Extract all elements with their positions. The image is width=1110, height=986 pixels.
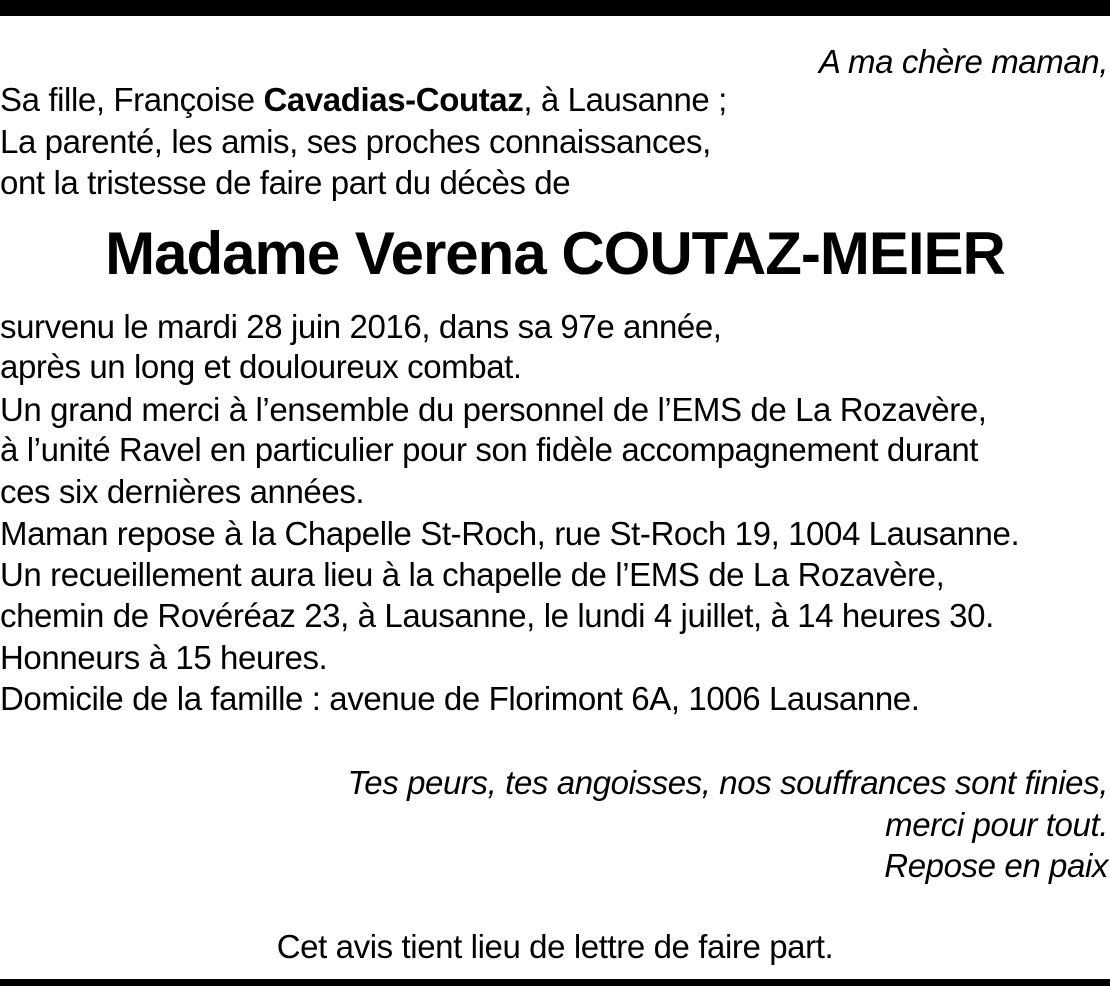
family-surname: Cavadias-Coutaz <box>263 81 524 118</box>
intro-line: ont la tristesse de faire part du décès de <box>0 164 571 201</box>
closing-quote-line: Repose en paix <box>884 847 1108 884</box>
closing-quote-line: merci pour tout. <box>885 806 1108 843</box>
opening-dedication: A ma chère maman, <box>818 43 1108 80</box>
body-line: Domicile de la famille : avenue de Florimont 6A, 1006 Lausanne. <box>0 680 920 717</box>
body-line: Un grand merci à l’ensemble du personnel de l’EMS de La Rozavère, <box>0 391 987 428</box>
body-line: Honneurs à 15 heures. <box>0 639 328 676</box>
deceased-name-heading: Madame Verena COUTAZ-MEIER <box>105 220 1005 287</box>
family-line-prefix: Sa fille, Françoise <box>0 81 264 118</box>
body-line: Un recueillement aura lieu à la chapelle de l’EMS de La Rozavère, <box>0 556 945 593</box>
intro-line: La parenté, les amis, ses proches connaissances, <box>0 123 711 160</box>
body-line: après un long et douloureux combat. <box>0 348 522 385</box>
footer-note: Cet avis tient lieu de lettre de faire part. <box>276 928 834 965</box>
bottom-border-rule <box>0 979 1110 986</box>
body-line: chemin de Rovéréaz 23, à Lausanne, le lundi 4 juillet, à 14 heures 30. <box>0 597 994 634</box>
top-border-rule <box>0 0 1110 16</box>
body-line: survenu le mardi 28 juin 2016, dans sa 97e année, <box>0 308 722 345</box>
body-line: Maman repose à la Chapelle St-Roch, rue St-Roch 19, 1004 Lausanne. <box>0 515 1020 552</box>
family-line <box>0 80 727 120</box>
closing-quote-line: Tes peurs, tes angoisses, nos souffrances sont finies, <box>347 764 1108 801</box>
body-line: ces six dernières années. <box>0 473 365 510</box>
body-line: à l’unité Ravel en particulier pour son fidèle accompagnement durant <box>0 431 979 468</box>
family-line-suffix: , à Lausanne ; <box>523 81 727 118</box>
